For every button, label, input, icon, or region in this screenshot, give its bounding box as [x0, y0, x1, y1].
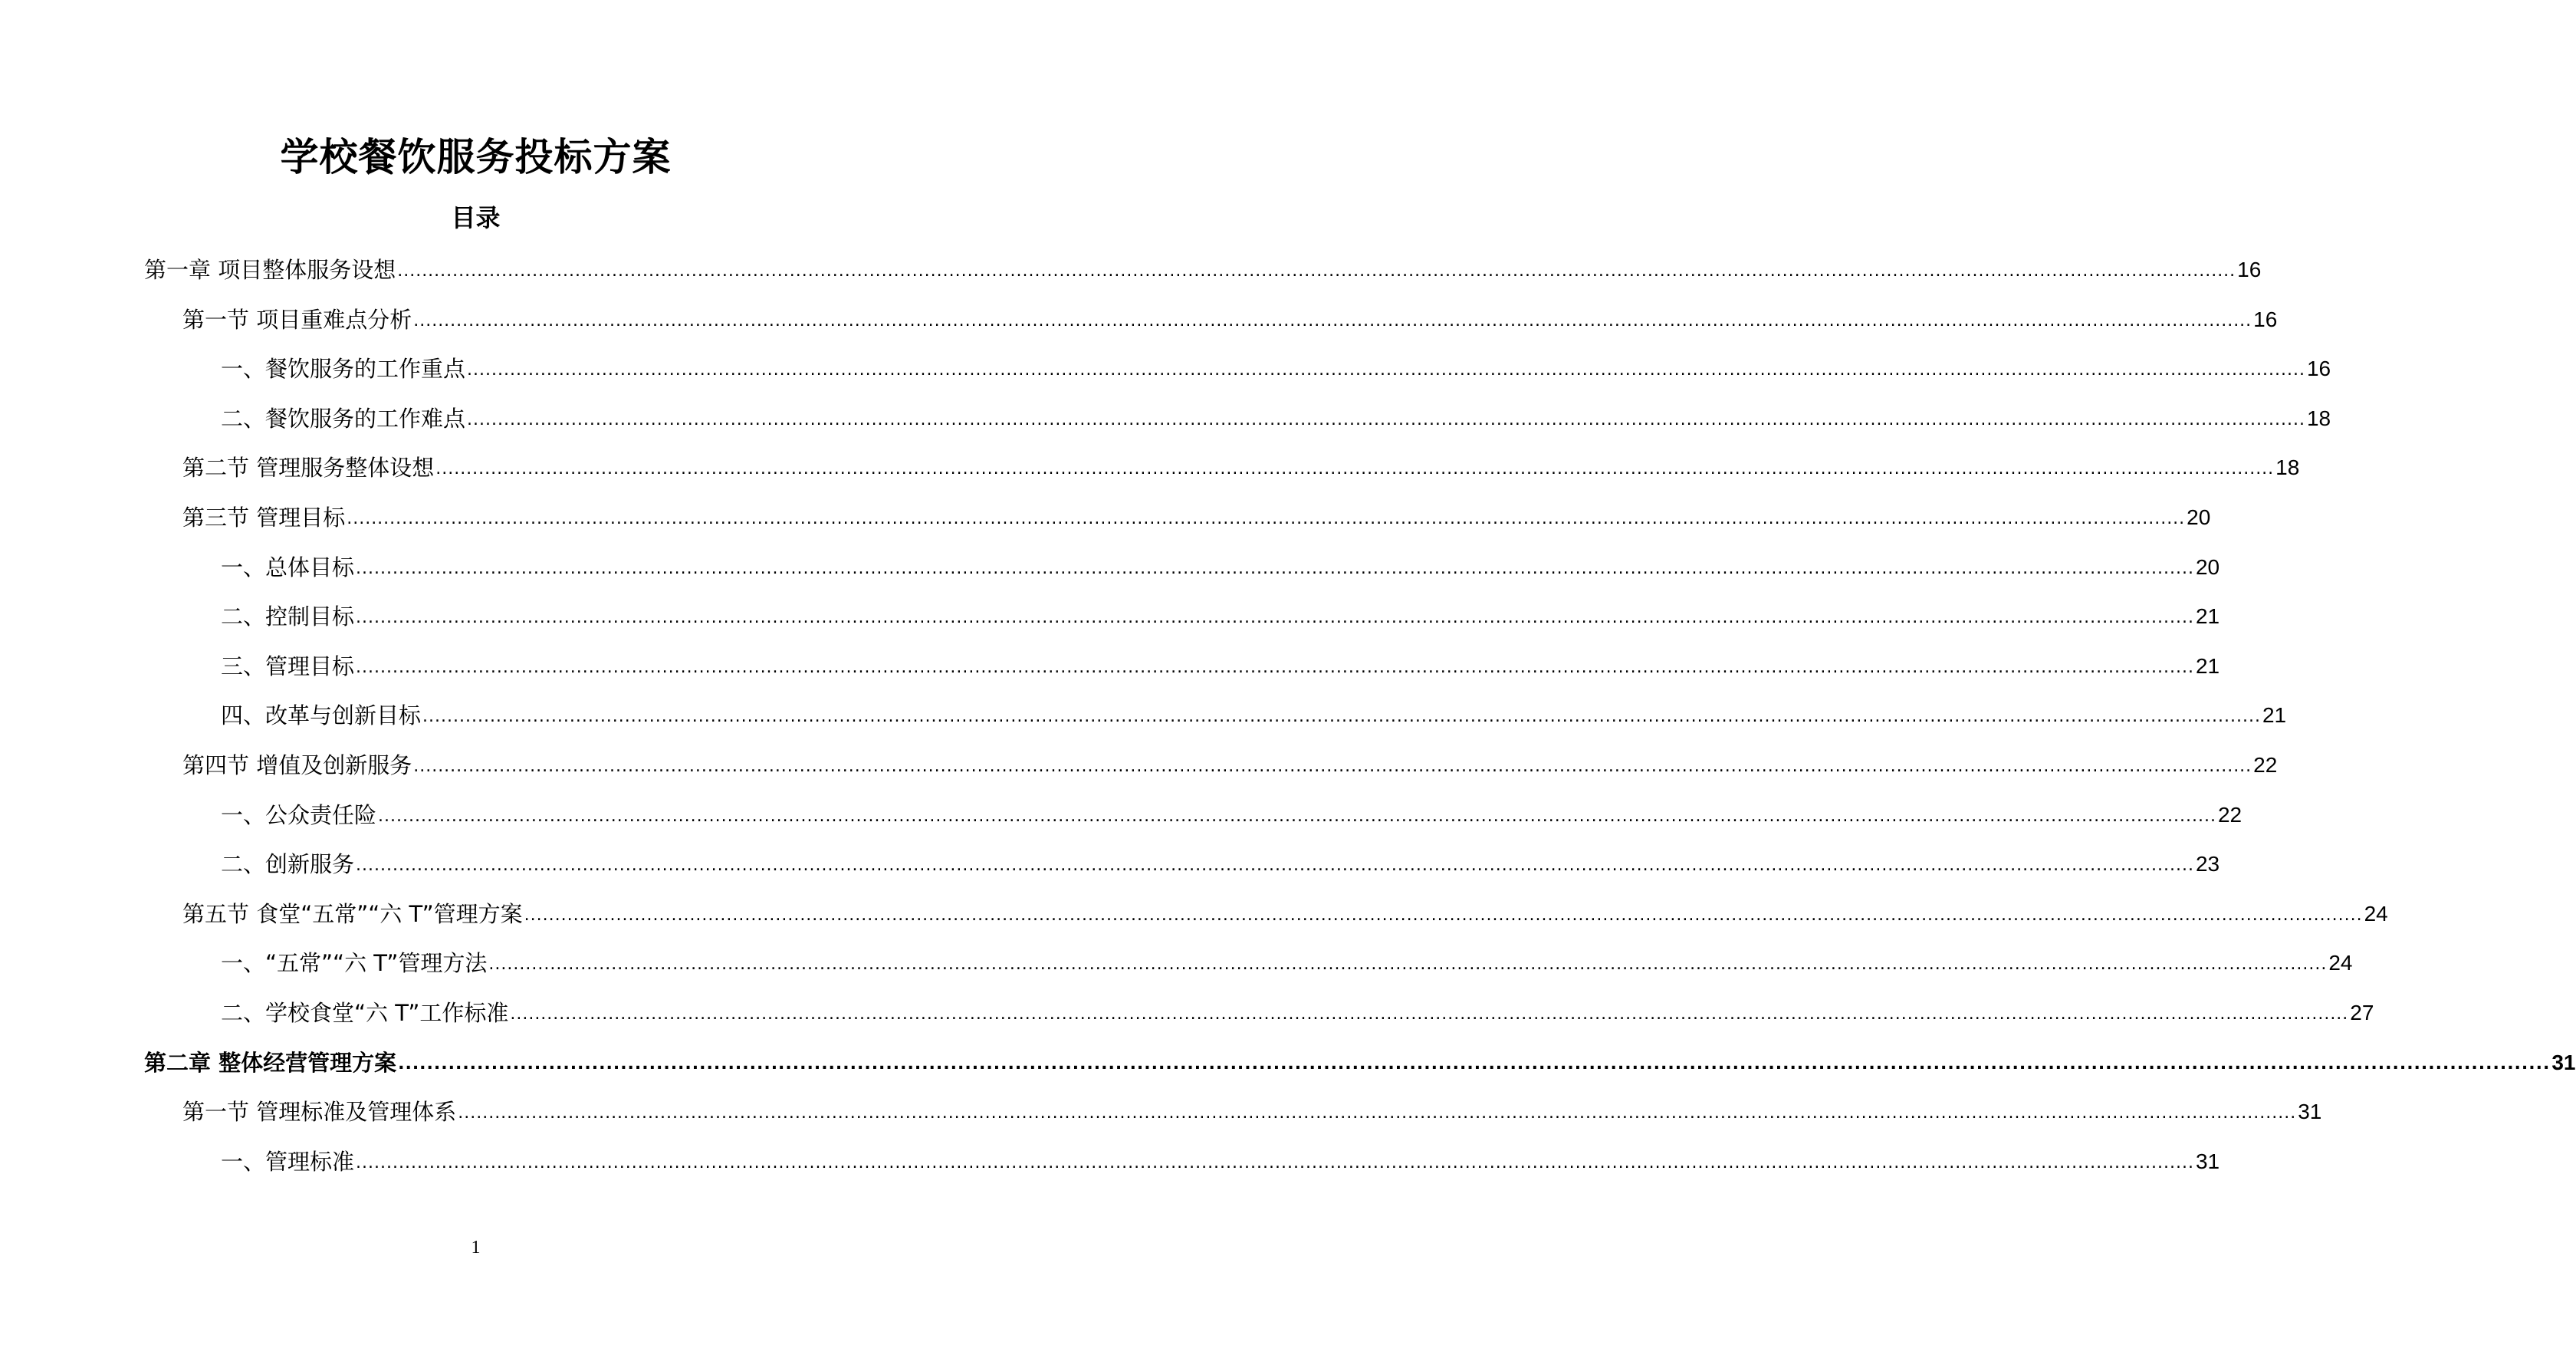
- toc-leader-dots: ............................................................................................................................................................................................................................................................................................................: [356, 1153, 2194, 1172]
- toc-entry[interactable]: [221, 352, 2331, 386]
- toc-leader-dots: ............................................................................................................................................................................................................................................................................................................: [435, 459, 2275, 479]
- toc-entry-label: 一、餐饮服务的工作重点: [221, 356, 466, 383]
- toc-entry-page: 31: [2195, 1149, 2220, 1173]
- document-title: 学校餐饮服务投标方案: [280, 135, 672, 179]
- toc-entry[interactable]: [221, 551, 2220, 584]
- toc-leader-dots: ............................................................................................................................................................................................................................................................................................................: [398, 1054, 2551, 1074]
- toc-entry[interactable]: [221, 847, 2220, 881]
- toc-entry-label: 二、学校食堂“六 T”工作标准: [221, 1000, 509, 1026]
- toc-entry-page: 18: [2275, 455, 2300, 480]
- toc-leader-dots: ............................................................................................................................................................................................................................................................................................................: [413, 311, 2252, 330]
- toc-entry-page: 23: [2195, 852, 2220, 876]
- toc-entry[interactable]: [221, 1145, 2220, 1179]
- toc-entry[interactable]: [144, 253, 2262, 287]
- toc-leader-dots: ............................................................................................................................................................................................................................................................................................................: [467, 360, 2305, 380]
- toc-entry-page: 21: [2195, 604, 2220, 629]
- toc-leader-dots: ............................................................................................................................................................................................................................................................................................................: [356, 558, 2194, 578]
- toc-entry-label: 一、管理标准: [221, 1148, 355, 1175]
- toc-entry-label: 第二章 整体经营管理方案: [144, 1049, 397, 1076]
- page-number: 1: [471, 1238, 481, 1258]
- toc-entry-label: 一、“五常”“六 T”管理方法: [221, 950, 488, 977]
- toc-entry-page: 22: [2253, 753, 2278, 777]
- toc-leader-dots: ............................................................................................................................................................................................................................................................................................................: [378, 806, 2216, 826]
- toc-entry-page: 24: [2328, 951, 2353, 975]
- toc-entry[interactable]: [182, 897, 2388, 931]
- toc-entry-page: 20: [2187, 505, 2211, 529]
- toc-entry[interactable]: [221, 996, 2374, 1030]
- toc-entry-page: 21: [2195, 653, 2220, 678]
- toc-entry[interactable]: [221, 402, 2331, 436]
- toc-leader-dots: ............................................................................................................................................................................................................................................................................................................: [413, 757, 2252, 776]
- toc-leader-dots: ............................................................................................................................................................................................................................................................................................................: [524, 905, 2363, 925]
- toc-entry[interactable]: [221, 699, 2287, 732]
- toc-leader-dots: ............................................................................................................................................................................................................................................................................................................: [356, 608, 2194, 628]
- toc-entry-page: 16: [2237, 258, 2262, 281]
- toc-entry-label: 一、公众责任险: [221, 801, 377, 828]
- toc-entry-page: 16: [2253, 307, 2278, 331]
- toc-leader-dots: ............................................................................................................................................................................................................................................................................................................: [510, 1005, 2349, 1024]
- toc-entry[interactable]: [182, 303, 2278, 337]
- toc-entry[interactable]: [221, 946, 2353, 980]
- toc-heading: 目录: [451, 203, 501, 232]
- toc-entry-label: 三、管理目标: [221, 653, 355, 679]
- toc-entry-label: 二、控制目标: [221, 603, 355, 630]
- toc-entry[interactable]: [182, 451, 2300, 485]
- toc-entry-label: 四、改革与创新目标: [221, 702, 422, 729]
- toc-entry-label: 二、创新服务: [221, 851, 355, 878]
- toc-entry-page: 21: [2262, 703, 2287, 728]
- toc-entry[interactable]: [221, 600, 2220, 633]
- toc-entry-page: 31: [2551, 1050, 2576, 1074]
- toc-leader-dots: ............................................................................................................................................................................................................................................................................................................: [397, 261, 2236, 281]
- toc-entry-label: 第五节 食堂“五常”“六 T”管理方案: [182, 900, 523, 927]
- toc-entry-label: 第二节 管理服务整体设想: [182, 455, 435, 482]
- toc-leader-dots: ............................................................................................................................................................................................................................................................................................................: [488, 955, 2328, 975]
- toc-leader-dots: ............................................................................................................................................................................................................................................................................................................: [467, 409, 2305, 429]
- toc-entry-label: 二、餐饮服务的工作难点: [221, 405, 466, 432]
- toc-entry-label: 第一章 项目整体服务设想: [144, 257, 396, 283]
- toc-entry[interactable]: [144, 1046, 2576, 1080]
- toc-entry-label: 第三节 管理目标: [182, 505, 346, 531]
- toc-entry-label: 一、总体目标: [221, 554, 355, 580]
- toc-entry-page: 16: [2306, 357, 2331, 381]
- toc-entry-page: 31: [2298, 1100, 2322, 1124]
- toc-entry[interactable]: [182, 501, 2211, 534]
- toc-leader-dots: ............................................................................................................................................................................................................................................................................................................: [458, 1103, 2297, 1123]
- toc-entry-label: 第四节 增值及创新服务: [182, 752, 412, 778]
- toc-entry[interactable]: [221, 798, 2242, 832]
- toc-leader-dots: ............................................................................................................................................................................................................................................................................................................: [356, 856, 2194, 876]
- toc-entry[interactable]: [221, 649, 2220, 683]
- toc-entry[interactable]: [182, 1095, 2322, 1129]
- toc-entry-label: 第一节 项目重难点分析: [182, 306, 412, 333]
- toc-entry-page: 20: [2195, 554, 2220, 579]
- toc-entry-page: 22: [2217, 802, 2242, 827]
- toc-leader-dots: ............................................................................................................................................................................................................................................................................................................: [422, 707, 2261, 727]
- toc-entry-page: 24: [2364, 901, 2388, 926]
- toc-leader-dots: ............................................................................................................................................................................................................................................................................................................: [347, 509, 2186, 528]
- toc-leader-dots: ............................................................................................................................................................................................................................................................................................................: [356, 657, 2194, 677]
- toc-entry-page: 27: [2350, 1001, 2374, 1024]
- toc-entry-page: 18: [2306, 406, 2331, 430]
- toc-entry[interactable]: [182, 748, 2278, 782]
- toc-entry-label: 第一节 管理标准及管理体系: [182, 1099, 457, 1126]
